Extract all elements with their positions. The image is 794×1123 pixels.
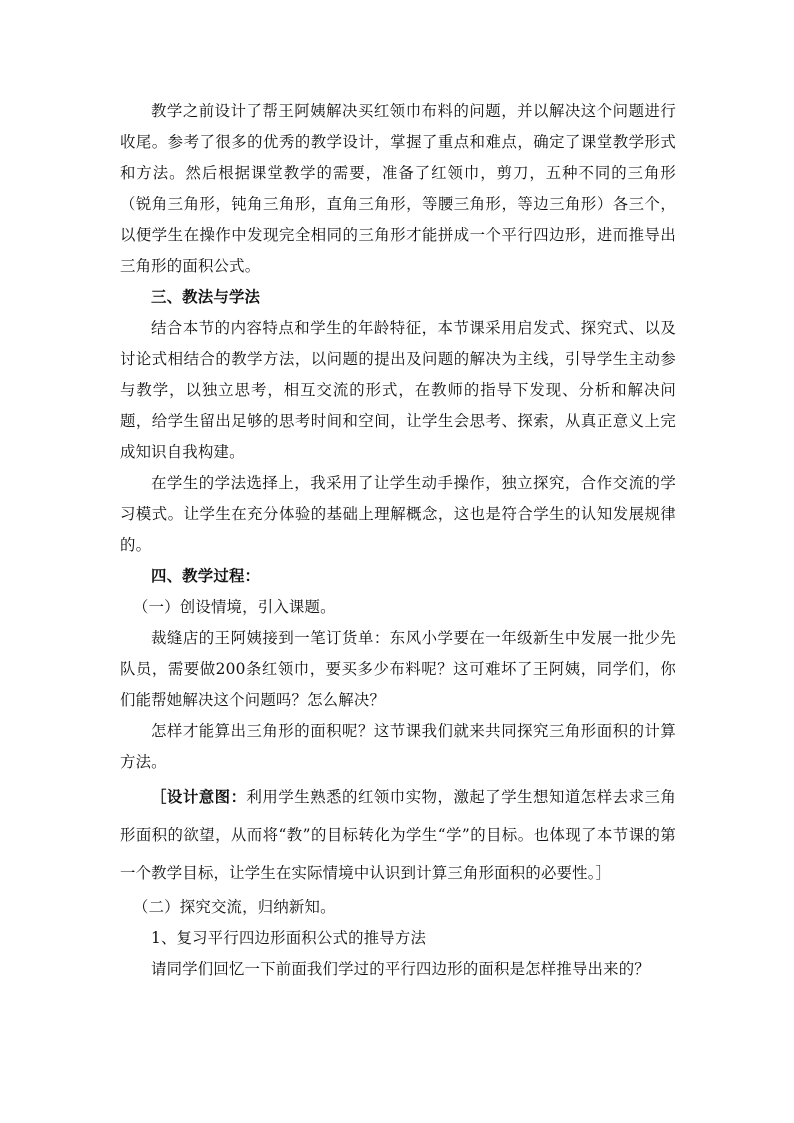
heading-teaching-process: 四、教学过程： bbox=[151, 567, 261, 585]
paragraph-recall: 请同学们回忆一下前面我们学过的平行四边形的面积是怎样推导出来的？ bbox=[151, 960, 650, 978]
list-item-review: 1、复习平行四边形面积公式的推导方法 bbox=[151, 929, 427, 947]
design-intent-label: ［设计意图： bbox=[151, 788, 247, 806]
paragraph-preparation: 教学之前设计了帮王阿姨解决买红领巾布料的问题，并以解决这个问题进行收尾。参考了很多的优秀的教学设计，掌握了重点和难点，确定了课堂教学形式和方法。然后根据课堂教学的需要，准备了红领巾，剪刀，五种不同的三角形（锐角三角形，钝角三角形，直角三角形，等腰三角形，等边三角形）各三个，以便学生在操作中发现完全相同的三角形才能拼成一个平行四边形，进而推导出三角形的面积公式。 bbox=[120, 102, 676, 275]
heading-teaching-methods: 三、教法与学法 bbox=[151, 288, 261, 306]
subheading-create-situation: （一）创设情境，引入课题。 bbox=[133, 598, 336, 616]
document-page bbox=[120, 96, 676, 985]
paragraph-teaching-method: 结合本节的内容特点和学生的年龄特征，本节课采用启发式、探究式、以及讨论式相结合的教学方法，以问题的提出及问题的解决为主线，引导学生主动参与教学，以独立思考，相互交流的形式，在教师的指导下发现、分析和解决问题，给学生留出足够的思考时间和空间，让学生会思考、探索，从真正意义上完成知识自我构建。 bbox=[120, 319, 676, 461]
design-intent-text: 利用学生熟悉的红领巾实物，激起了学生想知道怎样去求三角形面积的欲望，从而将“教”的目标转化为学生“学”的目标。也体现了本节课的第一个教学目标，让学生在实际情境中认识到计算三角形面积的必要性。］ bbox=[120, 788, 676, 882]
paragraph-learning-method: 在学生的学法选择上，我采用了让学生动手操作，独立探究，合作交流的学习模式。让学生在充分体验的基础上理解概念，这也是符合学生的认知发展规律的。 bbox=[120, 474, 676, 554]
design-intent bbox=[120, 778, 676, 892]
subheading-explore: （二）探究交流，归纳新知。 bbox=[133, 898, 336, 916]
paragraph-scenario: 裁缝店的王阿姨接到一笔订货单：东风小学要在一年级新生中发展一批少先队员，需要做200条红领巾，要买多少布料呢？这可难坏了王阿姨，同学们，你们能帮她解决这个问题吗？怎么解决？ bbox=[120, 629, 676, 709]
paragraph-question: 怎样才能算出三角形的面积呢？这节课我们就来共同探究三角形面积的计算方法。 bbox=[120, 722, 676, 771]
